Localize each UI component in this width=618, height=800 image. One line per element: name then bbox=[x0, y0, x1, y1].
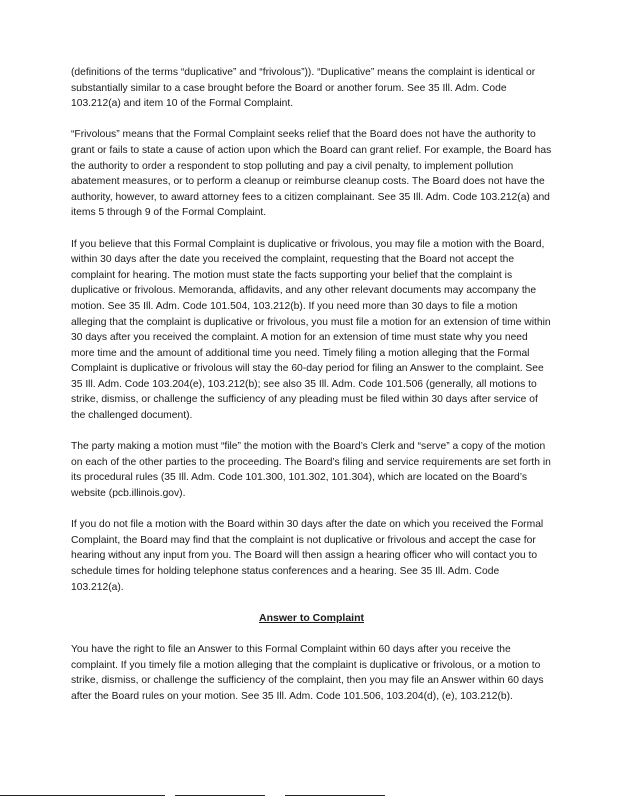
paragraph-filing: The party making a motion must “file” the motion with the Board’s Clerk and “serve” a copy of the motion on each of the other parties to the proceeding. The Board’s filing and service requirements are set forth in its procedural rules (35 Ill. Adm. Code 101.300, 101.302, 101.304), which are located on the Board’s website (pcb.illinois.gov). bbox=[71, 441, 551, 500]
paragraph-definitions: (definitions of the terms “duplicative” and “frivolous”)). “Duplicative” means the complaint is identical or substantially similar to a case brought before the Board or another forum. See 35 Ill. Adm. Code 103.212(a) and item 10 of the Formal Complaint. bbox=[71, 67, 536, 110]
paragraph-answer: You have the right to file an Answer to this Formal Complaint within 60 days after you receive the complaint. If you timely file a motion alleging that the complaint is duplicative or frivolous, or a motion to strike, dismiss, or challenge the sufficiency of the complaint, then you may file an Answer within 60 days after the Board rules on your motion. See 35 Ill. Adm. Code 101.506, 103.204(d), (e), 103.212(b). bbox=[71, 643, 544, 702]
paragraph-motion: If you believe that this Formal Complaint is duplicative or frivolous, you may file a motion with the Board, within 30 days after the date you received the complaint, requesting that the Board not accept the complaint for hearing. The motion must state the facts supporting your belief that the complaint is duplicative or frivolous. Memoranda, affidavits, and any other relevant documents may accompany the motion. See 35 Ill. Adm. Code 101.504, 103.212(b). If you need more than 30 days to file a motion alleging that the complaint is duplicative or frivolous, you must file a motion for an extension of time within 30 days after you received the complaint. A motion for an extension of time must state why you need more time and the amount of additional time you need. Timely filing a motion alleging that the Formal Complaint is duplicative or frivolous will stay the 60-day period for filing an Answer to the complaint. See 35 Ill. Adm. Code 103.204(e), 103.212(b); see also 35 Ill. Adm. Code 101.506 (generally, all motions to strike, dismiss, or challenge the sufficiency of any pleading must be filed within 30 days after service of the challenged document). bbox=[71, 238, 551, 422]
paragraph-no-motion: If you do not file a motion with the Board within 30 days after the date on which you received the Formal Complaint, the Board may find that the complaint is not duplicative or frivolous and accept the case for hearing without any input from you. The Board will then assign a hearing officer who will contact you to schedule times for holding telephone status conferences and a hearing. See 35 Ill. Adm. Code 103.212(a). bbox=[71, 519, 544, 593]
footer-rule bbox=[285, 795, 385, 796]
footer-rule bbox=[0, 795, 165, 796]
section-heading: Answer to Complaint bbox=[258, 611, 364, 624]
paragraph-frivolous: “Frivolous” means that the Formal Complaint seeks relief that the Board does not have the authority to grant or fails to state a cause of action upon which the Board can grant relief. For example, the Board has the authority to order a respondent to stop polluting and pay a civil penalty, to implement pollution abatement measures, or to perform a cleanup or reimburse cleanup costs. The Board does not have the authority, however, to award attorney fees to a citizen complainant. See 35 Ill. Adm. Code 103.212(a) and items 5 through 9 of the Formal Complaint. bbox=[71, 129, 552, 219]
footer-rule bbox=[175, 795, 265, 796]
document-page bbox=[71, 65, 552, 704]
